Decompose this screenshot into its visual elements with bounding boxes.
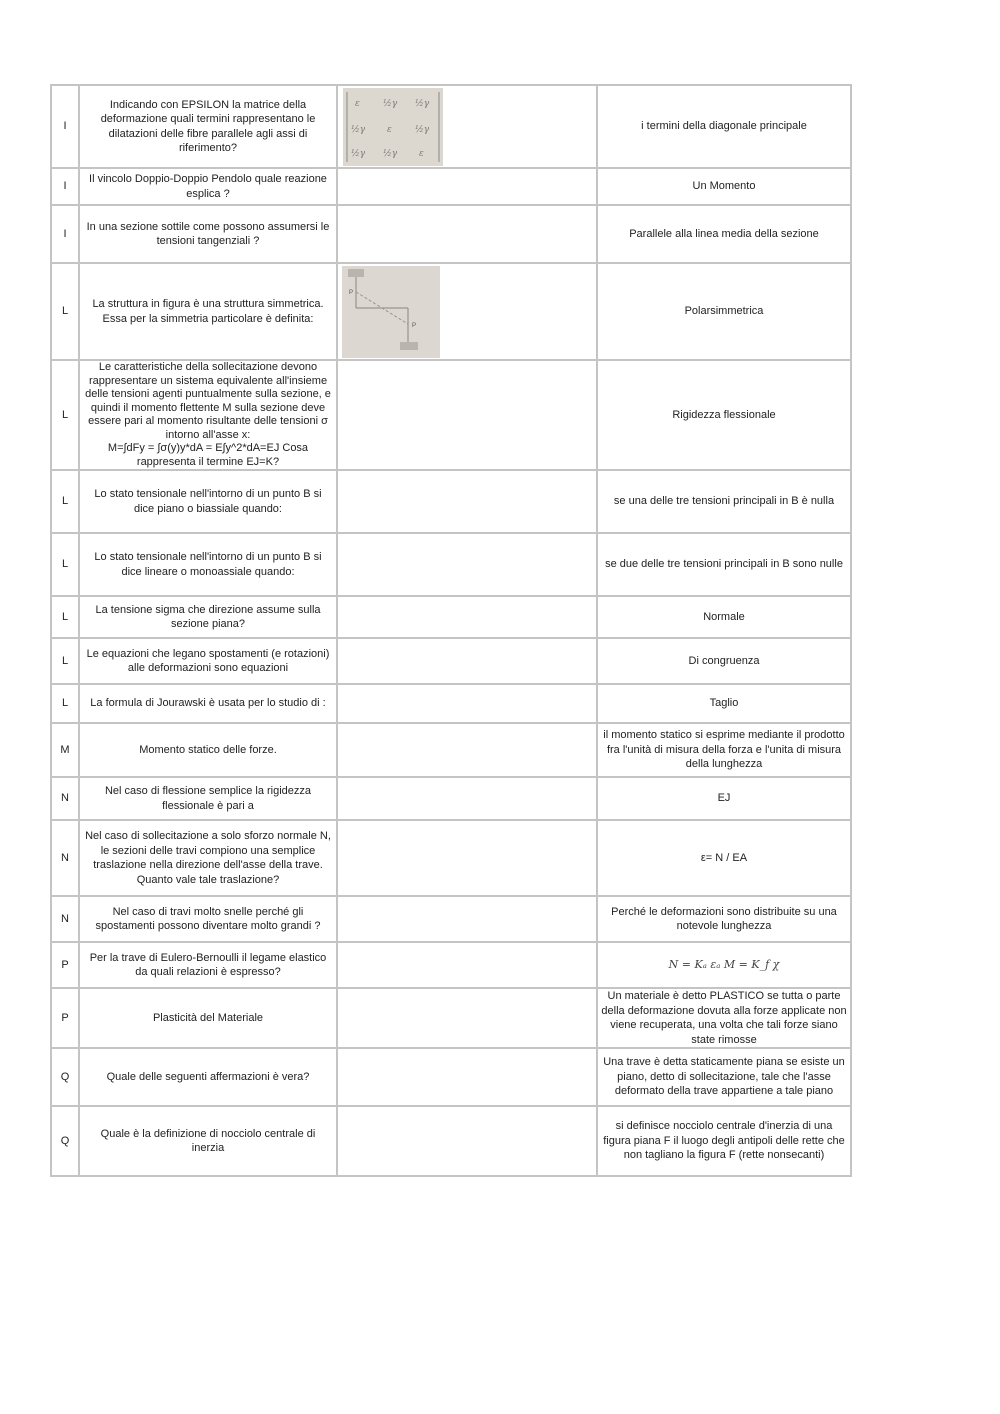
table-row [51,263,851,360]
row-image-cell [337,85,597,168]
qa-table [50,84,852,1177]
row-answer: Una trave è detta staticamente piana se esiste un piano, detto di sollecitazione, tale che l'asse deformato della trave appartiene a tale piano [597,1048,851,1106]
row-letter: P [51,942,79,988]
table-row [51,942,851,988]
row-question: Nel caso di flessione semplice la rigidezza flessionale è pari a [79,777,337,820]
row-answer: Parallele alla linea media della sezione [597,205,851,263]
row-image-cell [337,1048,597,1106]
row-image-cell [337,596,597,638]
row-image-cell [337,168,597,205]
table-row [51,596,851,638]
matrix-cell: ½γ [415,98,430,109]
row-image-cell [337,942,597,988]
row-question: Momento statico delle forze. [79,723,337,777]
row-question: Nel caso di travi molto snelle perché gli spostamenti possono diventare molto grandi ? [79,896,337,942]
row-answer: se due delle tre tensioni principali in B sono nulle [597,533,851,596]
row-letter: P [51,988,79,1048]
row-question: Lo stato tensionale nell'intorno di un punto B si dice piano o biassiale quando: [79,470,337,533]
table-row [51,988,851,1048]
row-answer: Perché le deformazioni sono distribuite su una notevole lunghezza [597,896,851,942]
row-image-cell [337,723,597,777]
row-question: Nel caso di sollecitazione a solo sforzo normale N, le sezioni delle travi compiono una semplice traslazione nella direzione dell'asse della trave. Quanto vale tale traslazione? [79,820,337,896]
row-image-cell [337,470,597,533]
row-answer: Normale [597,596,851,638]
row-question: Quale è la definizione di nocciolo centrale di inerzia [79,1106,337,1176]
row-question: Il vincolo Doppio-Doppio Pendolo quale reazione esplica ? [79,168,337,205]
row-letter: N [51,896,79,942]
table-row [51,1048,851,1106]
row-letter: L [51,360,79,470]
load-label: P [412,322,417,329]
row-letter: I [51,168,79,205]
row-image-cell [337,896,597,942]
row-answer: il momento statico si esprime mediante il prodotto fra l'unità di misura della forza e l'unita di misura della lunghezza [597,723,851,777]
row-image-cell [337,638,597,684]
table-row [51,360,851,470]
row-question: Per la trave di Eulero-Bernoulli il legame elastico da quali relazioni è espresso? [79,942,337,988]
table-row [51,820,851,896]
row-answer: se una delle tre tensioni principali in B è nulla [597,470,851,533]
row-letter: L [51,470,79,533]
row-letter: L [51,533,79,596]
table-row [51,533,851,596]
table-row [51,777,851,820]
matrix-cell: ε [387,124,392,135]
row-image-cell [337,263,597,360]
row-image-cell [337,205,597,263]
table-row [51,205,851,263]
row-question: Le equazioni che legano spostamenti (e rotazioni) alle deformazioni sono equazioni [79,638,337,684]
table-row [51,168,851,205]
row-answer: Un Momento [597,168,851,205]
row-letter: N [51,777,79,820]
row-image-cell [337,1106,597,1176]
row-question: La struttura in figura è una struttura simmetrica. Essa per la simmetria particolare è definita: [79,263,337,360]
table-row [51,896,851,942]
row-question: Indicando con EPSILON la matrice della deformazione quali termini rappresentano le dilatazioni delle fibre parallele agli assi di riferimento? [79,85,337,168]
row-answer: Di congruenza [597,638,851,684]
header-mark [490,0,510,3]
row-letter: L [51,684,79,723]
matrix-cell: ½γ [351,124,366,135]
row-question-text: Le caratteristiche della sollecitazione devono rappresentare un sistema equivalente all'insieme delle tensioni agenti puntualmente sulla sezione, e quindi il momento flettente M sulla sezione deve essere pari al momento risultante delle tensioni σ intorno all'asse x: [85,361,331,441]
table-row [51,684,851,723]
row-letter: L [51,638,79,684]
matrix-cell: ½γ [383,98,398,109]
row-answer: i termini della diagonale principale [597,85,851,168]
row-question [79,360,337,470]
row-image-cell [337,820,597,896]
row-question-formula: M=∫dFy = ∫σ(y)y*dA = E∫y^2*dA=EJ Cosa rappresenta il termine EJ=K? [107,442,309,468]
row-image-cell [337,684,597,723]
table-row [51,723,851,777]
load-label: P [349,289,354,296]
row-letter: L [51,596,79,638]
row-letter: N [51,820,79,896]
row-letter: I [51,205,79,263]
strain-matrix-image [343,88,443,166]
row-answer: EJ [597,777,851,820]
table-row [51,1106,851,1176]
matrix-cell: ½γ [351,148,366,159]
row-answer: si definisce nocciolo centrale d'inerzia di una figura piana F il luogo degli antipoli delle rette che non tagliano la figura F (rette nonsecanti) [597,1106,851,1176]
row-letter: I [51,85,79,168]
row-answer: Rigidezza flessionale [597,360,851,470]
matrix-cell: ½γ [383,148,398,159]
row-image-cell [337,533,597,596]
table-row [51,638,851,684]
row-image-cell [337,360,597,470]
row-question: La tensione sigma che direzione assume sulla sezione piana? [79,596,337,638]
matrix-cell: ε [355,98,360,109]
row-question: In una sezione sottile come possono assumersi le tensioni tangenziali ? [79,205,337,263]
symmetric-structure-image [342,266,440,358]
row-question: Quale delle seguenti affermazioni è vera? [79,1048,337,1106]
matrix-cell: ½γ [415,124,430,135]
row-question: La formula di Jourawski è usata per lo studio di : [79,684,337,723]
row-question: Lo stato tensionale nell'intorno di un punto B si dice lineare o monoassiale quando: [79,533,337,596]
row-answer-formula: N = Kₐ εₐ M = K_f χ [597,942,851,988]
row-letter: L [51,263,79,360]
matrix-cell: ε [419,148,424,159]
row-question: Plasticità del Materiale [79,988,337,1048]
table-row [51,85,851,168]
row-answer: Un materiale è detto PLASTICO se tutta o parte della deformazione dovuta alla forze applicate non viene recuperata, una volta che tali forze siano state rimosse [597,988,851,1048]
row-answer: Taglio [597,684,851,723]
row-answer: Polarsimmetrica [597,263,851,360]
row-letter: Q [51,1048,79,1106]
row-letter: Q [51,1106,79,1176]
table-row [51,470,851,533]
row-image-cell [337,988,597,1048]
row-image-cell [337,777,597,820]
row-letter: M [51,723,79,777]
row-answer: ε= N / EA [597,820,851,896]
